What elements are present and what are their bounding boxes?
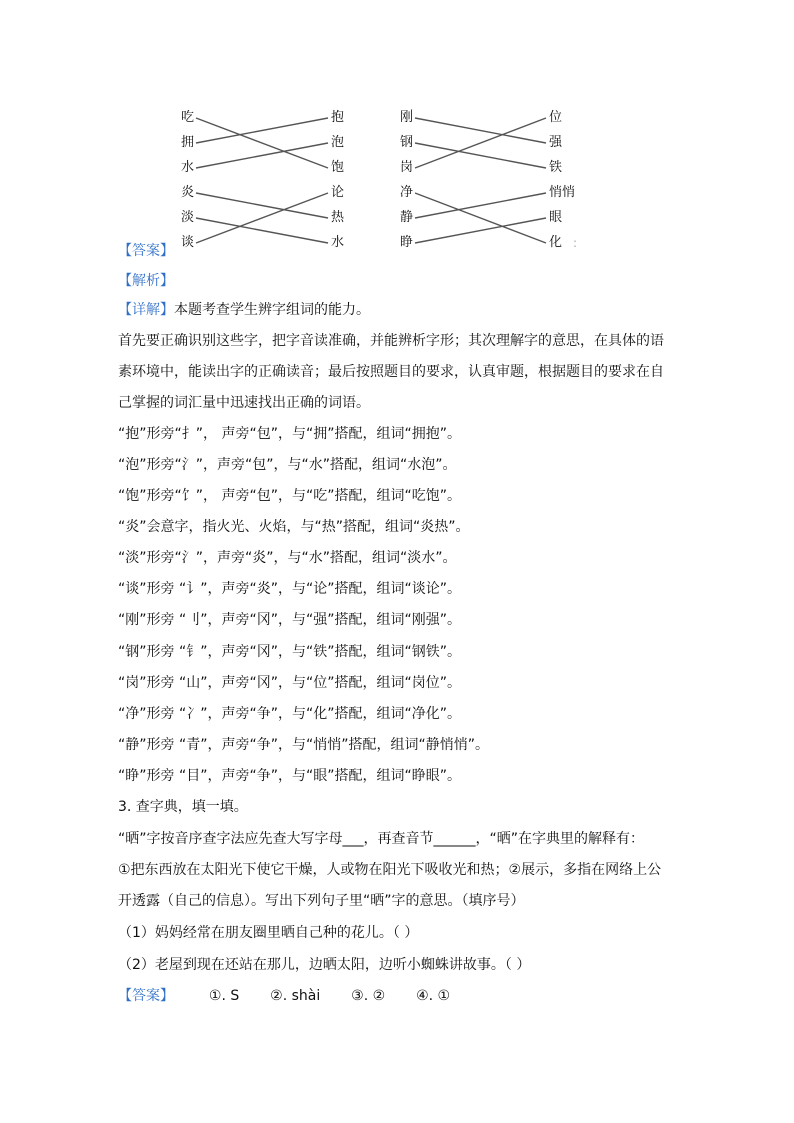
answer-item: ④. ①	[416, 988, 451, 1004]
match-left-char: 谈	[181, 235, 195, 250]
cut-edge-mark: :	[573, 236, 578, 250]
match-line	[415, 193, 546, 218]
match-right-char: 泡	[331, 135, 345, 150]
match-left-char: 睁	[400, 235, 414, 250]
match-line	[196, 143, 328, 168]
answer-item: ②. shài	[270, 988, 321, 1004]
match-right-char: 铁	[549, 160, 563, 175]
answer-item: ③. ②	[351, 988, 386, 1004]
match-right-char: 眼	[549, 210, 563, 225]
match-lines	[0, 0, 794, 260]
explanation-line: “钢”形旁 “钅”，声旁“冈”，与“铁”搭配，组词“钢铁”。	[118, 644, 461, 660]
explanation-line: “谈”形旁 “讠”，声旁“炎”，与“论”搭配，组词“谈论”。	[118, 581, 461, 597]
explanation-line: “炎”会意字，指火光、火焰，与“热”搭配，组词“炎热”。	[118, 519, 470, 535]
match-right-char: 论	[331, 185, 345, 200]
detail-text: 本题考查学生辨字组词的能力。	[174, 302, 370, 318]
match-line	[415, 218, 546, 243]
intro-line: 己掌握的词汇量中迅速找出正确的词语。	[118, 395, 370, 411]
answer-row	[118, 986, 450, 1006]
explanation-line: “饱”形旁“饣”， 声旁“包”，与“吃”搭配，组词“吃饱”。	[118, 488, 461, 504]
question-item: （2）老屋到现在还站在那儿，边晒太阳，边听小蜘蛛讲故事。（ ）	[118, 957, 531, 973]
match-left-char: 岗	[400, 160, 414, 175]
explanation-line: “抱”形旁“扌”， 声旁“包”，与“拥”搭配，组词“拥抱”。	[118, 426, 461, 442]
explanation-line: “净”形旁 “冫”，声旁“争”，与“化”搭配，组词“净化”。	[118, 706, 461, 722]
question-line: “晒”字按音序查字法应先查大写字母___，再查音节______，“晒”在字典里的解释有：	[118, 831, 645, 847]
explanation-line: “岗”形旁 “山”，声旁“冈”，与“位”搭配，组词“岗位”。	[118, 675, 461, 691]
detail-tag: 【详解】	[118, 302, 174, 318]
match-line	[196, 193, 328, 243]
explanation-line: “泡”形旁“氵”，声旁“包”，与“水”搭配，组词“水泡”。	[118, 457, 457, 473]
intro-line: 首先要正确识别这些字，把字音读准确，并能辨析字形；其次理解字的意思，在具体的语	[118, 333, 664, 349]
match-left-char: 静	[400, 210, 414, 225]
match-left-char: 净	[400, 185, 414, 200]
explanation-line: “静”形旁 “青”，声旁“争”，与“悄悄”搭配，组词“静悄悄”。	[118, 737, 489, 753]
match-line	[196, 118, 328, 168]
intro-line: 素环境中，能读出字的正确读音；最后按照题目的要求，认真审题，根据题目的要求在自	[118, 364, 664, 380]
match-line	[415, 143, 546, 168]
match-line	[415, 118, 546, 168]
match-left-char: 钢	[400, 135, 414, 150]
question-title: 3. 查字典，填一填。	[118, 799, 248, 815]
match-right-char: 抱	[331, 110, 345, 125]
match-left-char: 炎	[181, 185, 195, 200]
question-item: （1）妈妈经常在朋友圈里晒自己种的花儿。（ ）	[118, 925, 419, 941]
match-line	[196, 118, 328, 143]
match-right-char: 水	[331, 235, 345, 250]
detail-paragraph	[118, 300, 370, 320]
match-line	[196, 218, 328, 243]
question-line: ①把东西放在太阳光下使它干燥，人或物在阳光下吸收光和热；②展示，多指在网络上公	[118, 862, 662, 878]
match-right-char: 饱	[331, 160, 345, 175]
match-right-char: 热	[331, 210, 345, 225]
match-right-char: 位	[549, 110, 563, 125]
answer-tag: 【答案】	[118, 988, 174, 1004]
match-left-char: 刚	[400, 110, 414, 125]
match-right-char: 悄悄	[549, 185, 576, 200]
match-left-char: 拥	[181, 135, 195, 150]
explanation-line: “睁”形旁 “目”，声旁“争”，与“眼”搭配，组词“睁眼”。	[118, 768, 461, 784]
match-line	[415, 193, 546, 243]
match-line	[196, 193, 328, 218]
answer-tag: 【答案】	[118, 243, 174, 259]
answer-item: ①. S	[208, 988, 240, 1004]
match-right-char: 强	[549, 135, 563, 150]
match-left-char: 吃	[181, 110, 195, 125]
match-left-char: 水	[181, 160, 195, 175]
question-line: 开透露（自己的信息）。写出下列句子里“晒”字的意思。（填序号）	[118, 893, 525, 909]
match-left-char: 淡	[181, 210, 195, 225]
analysis-tag: 【解析】	[118, 273, 174, 289]
explanation-line: “淡”形旁“氵”，声旁“炎”，与“水”搭配，组词“淡水”。	[118, 550, 457, 566]
match-right-char: 化	[549, 235, 563, 250]
match-line	[415, 118, 546, 143]
explanation-line: “刚”形旁 “刂”，声旁“冈”，与“强”搭配，组词“刚强”。	[118, 612, 461, 628]
